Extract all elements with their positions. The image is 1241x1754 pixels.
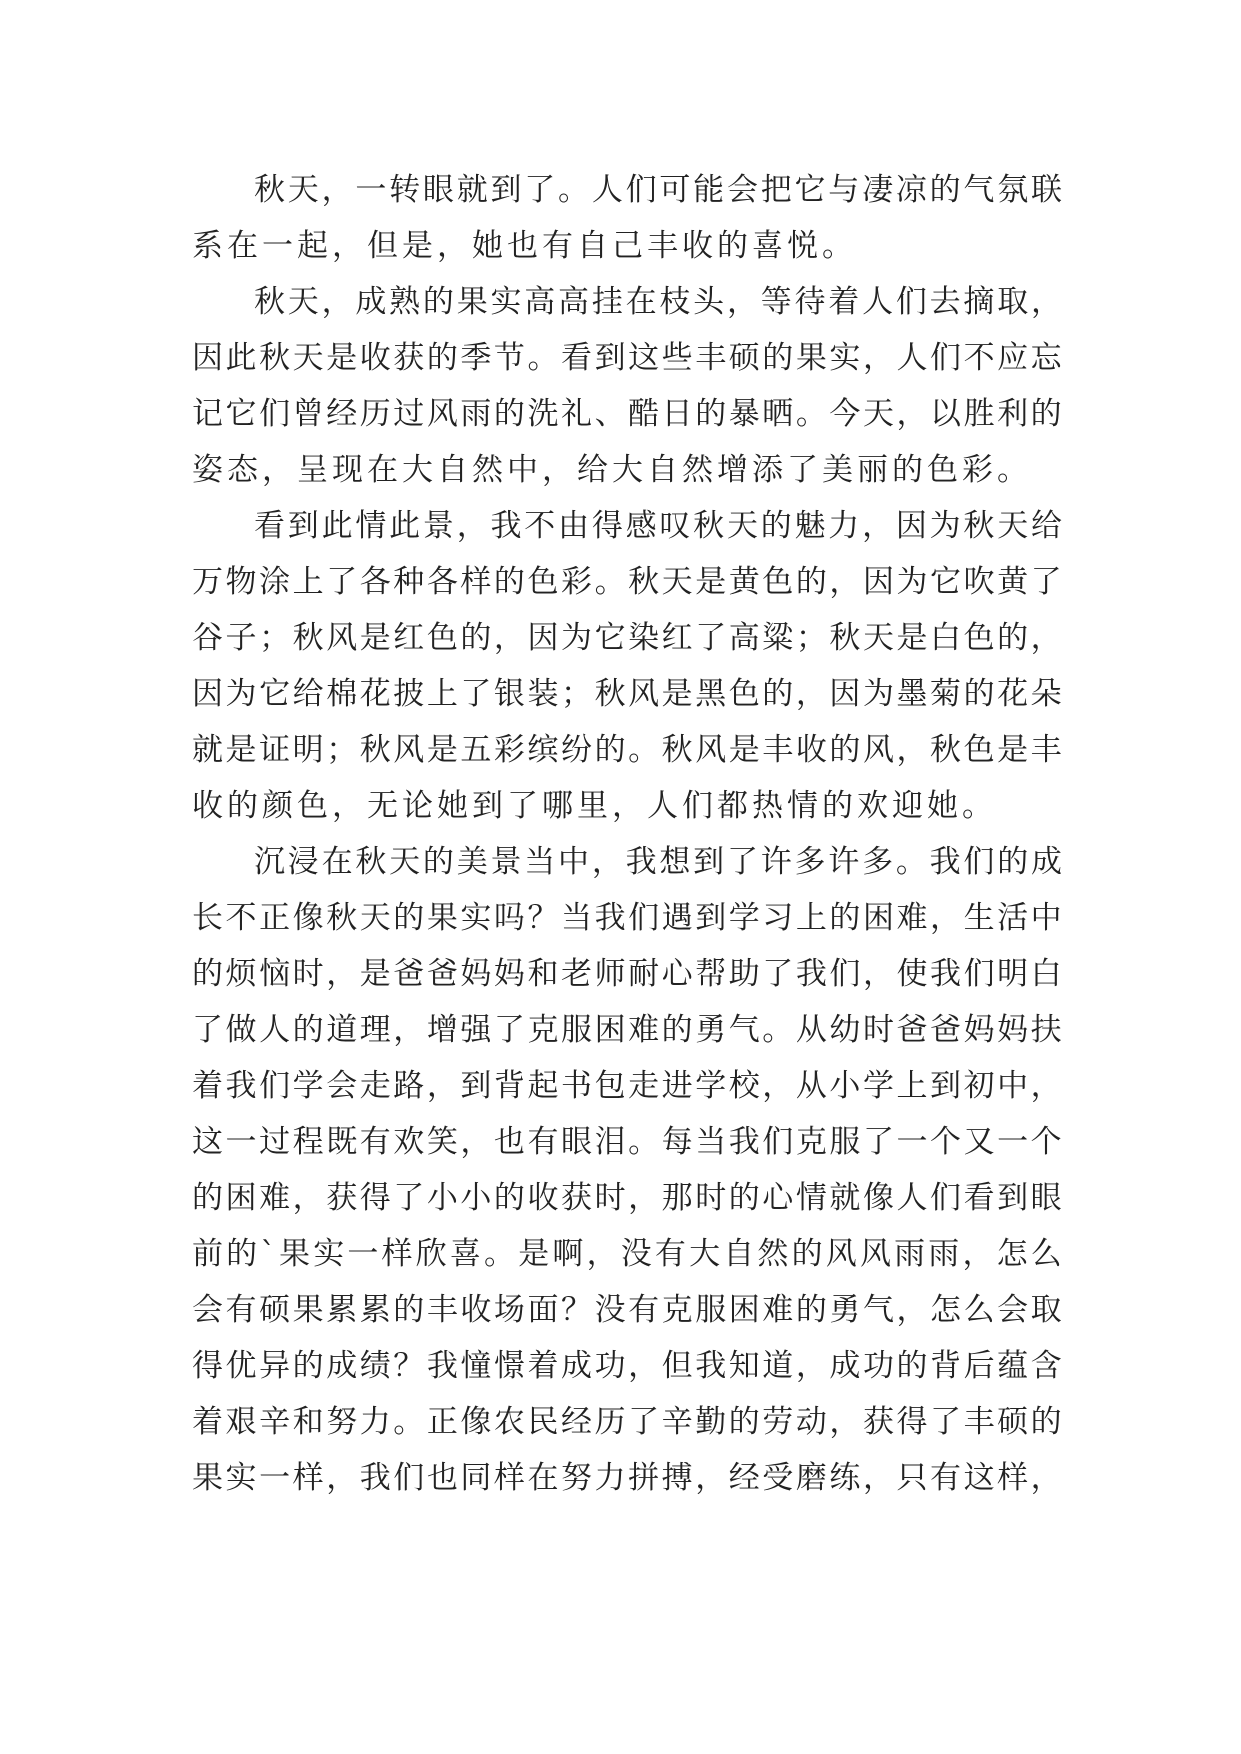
paragraph-3-line-3: 谷 子 ； 秋 风 是 红 色 的 ， 因 为 它 染 红 了 高 粱 ； 秋 天 是 白 色 的 ， xyxy=(192,620,1062,656)
paragraph-2-line-1: 秋 天 ， 成 熟 的 果 实 高 高 挂 在 枝 头 ， 等 待 着 人 们 去 摘 取 ， xyxy=(254,284,1062,320)
paragraph-4-line-10: 得 优 异 的 成 绩 ？ 我 憧 憬 着 成 功 ， 但 我 知 道 ， 成 功 的 背 后 蕴 含 xyxy=(192,1348,1062,1384)
paragraph-3-line-1: 看 到 此 情 此 景 ， 我 不 由 得 感 叹 秋 天 的 魅 力 ， 因 为 秋 天 给 xyxy=(254,508,1062,544)
paragraph-4-line-6: 这 一 过 程 既 有 欢 笑 ， 也 有 眼 泪 。 每 当 我 们 克 服 了 一 个 又 一 个 xyxy=(192,1124,1062,1160)
paragraph-3-line-4: 因 为 它 给 棉 花 披 上 了 银 装 ； 秋 风 是 黑 色 的 ， 因 为 墨 菊 的 花 朵 xyxy=(192,676,1062,712)
paragraph-4-line-5: 着 我 们 学 会 走 路 ， 到 背 起 书 包 走 进 学 校 ， 从 小 学 上 到 初 中 ， xyxy=(192,1068,1062,1104)
paragraph-1-line-2: 系在一起，但是，她也有自己丰收的喜悦。 xyxy=(192,228,857,264)
paragraph-4-line-3: 的 烦 恼 时 ， 是 爸 爸 妈 妈 和 老 师 耐 心 帮 助 了 我 们 ， 使 我 们 明 白 xyxy=(192,956,1062,992)
essay-body xyxy=(192,162,1062,1506)
paragraph-3-line-5: 就 是 证 明 ； 秋 风 是 五 彩 缤 纷 的 。 秋 风 是 丰 收 的 风 ， 秋 色 是 丰 xyxy=(192,732,1062,768)
paragraph-4-line-9: 会 有 硕 果 累 累 的 丰 收 场 面 ？ 没 有 克 服 困 难 的 勇 气 ， 怎 么 会 取 xyxy=(192,1292,1062,1328)
paragraph-2-line-2: 因 此 秋 天 是 收 获 的 季 节 。 看 到 这 些 丰 硕 的 果 实 ， 人 们 不 应 忘 xyxy=(192,340,1062,376)
paragraph-4-line-4: 了 做 人 的 道 理 ， 增 强 了 克 服 困 难 的 勇 气 。 从 幼 时 爸 爸 妈 妈 扶 xyxy=(192,1012,1062,1048)
paragraph-4-line-7: 的 困 难 ， 获 得 了 小 小 的 收 获 时 ， 那 时 的 心 情 就 像 人 们 看 到 眼 xyxy=(192,1180,1062,1216)
paragraph-4-line-1: 沉 浸 在 秋 天 的 美 景 当 中 ， 我 想 到 了 许 多 许 多 。 我 们 的 成 xyxy=(254,844,1062,880)
paragraph-4-line-12: 果 实 一 样 ， 我 们 也 同 样 在 努 力 拼 搏 ， 经 受 磨 练 ， 只 有 这 样 ， xyxy=(192,1460,1062,1496)
paragraph-3-line-6: 收的颜色，无论她到了哪里，人们都热情的欢迎她。 xyxy=(192,788,997,824)
paragraph-2-line-3: 记 它 们 曾 经 历 过 风 雨 的 洗 礼 、 酷 日 的 暴 晒 。 今 天 ， 以 胜 利 的 xyxy=(192,396,1062,432)
paragraph-4-line-11: 着 艰 辛 和 努 力 。 正 像 农 民 经 历 了 辛 勤 的 劳 动 ， 获 得 了 丰 硕 的 xyxy=(192,1404,1062,1440)
paragraph-4-line-8: 前 的 ` 果 实 一 样 欣 喜 。 是 啊 ， 没 有 大 自 然 的 风 风 雨 雨 ， 怎 么 xyxy=(192,1236,1062,1272)
paragraph-4-line-2: 长 不 正 像 秋 天 的 果 实 吗 ？ 当 我 们 遇 到 学 习 上 的 困 难 ， 生 活 中 xyxy=(192,900,1062,936)
paragraph-3-line-2: 万 物 涂 上 了 各 种 各 样 的 色 彩 。 秋 天 是 黄 色 的 ， 因 为 它 吹 黄 了 xyxy=(192,564,1062,600)
paragraph-1-line-1: 秋 天 ， 一 转 眼 就 到 了 。 人 们 可 能 会 把 它 与 凄 凉 的 气 氛 联 xyxy=(254,172,1062,208)
paragraph-2-line-4: 姿态，呈现在大自然中，给大自然增添了美丽的色彩。 xyxy=(192,452,1032,488)
